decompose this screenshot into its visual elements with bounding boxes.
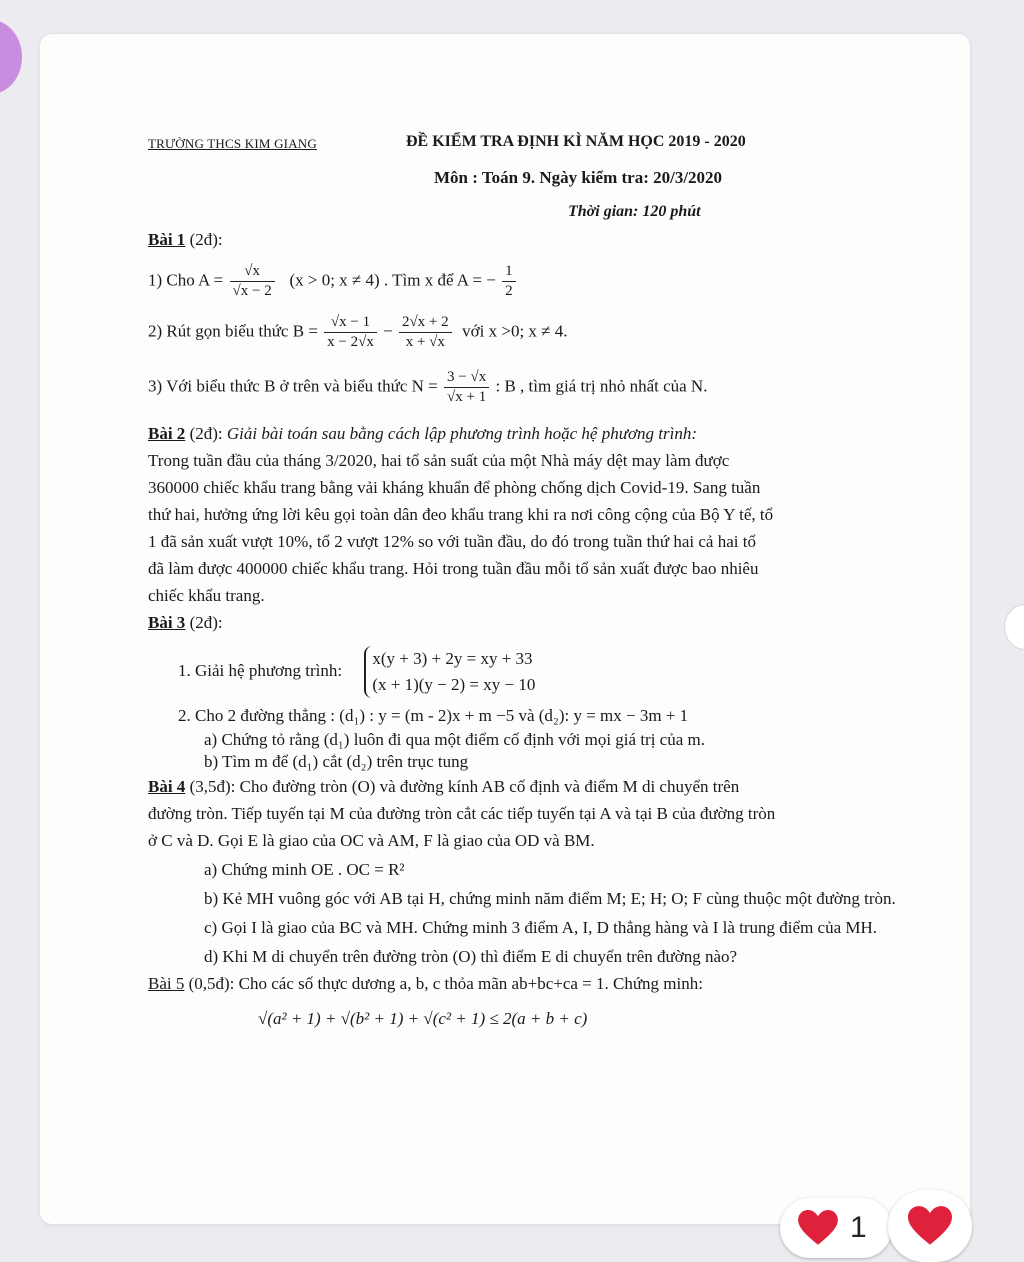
bai4-qa: a) Chứng minh OE . OC = R² — [204, 860, 405, 879]
bai1-q1 — [108, 263, 938, 300]
bai4-qc: c) Gọi I là giao của BC và MH. Chứng minh 3 điểm A, I, D thẳng hàng và I là trung điểm của MH. — [204, 918, 878, 937]
bai4-line-3: ở C và D. Gọi E là giao của OC và AM, F là giao của OD và BM. — [148, 831, 595, 850]
fraction-denominator: x − 2√x — [327, 334, 374, 350]
fraction-denominator: √x + 1 — [447, 389, 487, 405]
equation-1: x(y + 3) + 2y = xy + 33 — [372, 649, 533, 668]
like-button[interactable] — [888, 1190, 972, 1262]
bai5-label: Bài 5 — [148, 974, 185, 993]
bai3-q1 — [108, 646, 938, 698]
bai2-line-1: Trong tuần đầu của tháng 3/2020, hai tổ sản suất của một Nhà máy dệt may làm được — [148, 451, 730, 470]
fraction-denominator: x + √x — [405, 334, 445, 350]
equation-2: (x + 1)(y − 2) = xy − 10 — [372, 675, 536, 694]
bai3-qa: a) Chứng tỏ rằng (d₁) luôn đi qua một điểm cố định với mọi giá trị của m. — [204, 730, 705, 749]
bai1-points: (2đ): — [189, 230, 223, 249]
bai1-q3-prefix: 3) Với biểu thức B ở trên và biểu thức N = — [148, 376, 438, 396]
side-scroll-bubble[interactable] — [1004, 604, 1024, 650]
bai2-instruction: Giải bài toán sau bằng cách lập phương trình hoặc hệ phương trình: — [226, 424, 698, 443]
fraction-numerator: √x − 1 — [324, 314, 377, 333]
bai1-q1-half — [502, 263, 516, 300]
bai5-points: (0,5đ): — [188, 974, 235, 993]
bai3-points: (2đ): — [189, 613, 223, 632]
bai2-line-5: đã làm được 400000 chiếc khẩu trang. Hỏi trong tuần đầu mỗi tổ sản xuất được bao nhiêu — [148, 559, 759, 578]
bai1-q2-prefix: 2) Rút gọn biểu thức B = — [148, 321, 318, 341]
bai1-q3-fraction — [444, 369, 489, 406]
fraction-denominator: 2 — [505, 283, 513, 299]
bai2-label: Bài 2 — [148, 424, 186, 443]
bai2-line-4: 1 đã sản xuất vượt 10%, tổ 2 vượt 12% so với tuần đầu, do đó trong tuần thứ hai cả hai tổ — [148, 532, 756, 551]
bai4-points: (3,5đ): — [189, 777, 236, 796]
bai2-line-2: 360000 chiếc khẩu trang bằng vải kháng khuẩn để phòng chống dịch Covid-19. Sang tuần — [148, 478, 761, 497]
bai5-text: Cho các số thực dương a, b, c thỏa mãn ab+bc+ca = 1. Chứng minh: — [238, 974, 703, 993]
heart-icon — [908, 1206, 952, 1246]
bai1-label: Bài 1 — [148, 230, 186, 249]
time-line: Thời gian: 120 phút — [568, 203, 701, 220]
bai1-q2 — [108, 314, 938, 351]
exam-content — [108, 128, 938, 1032]
bai4-line-1: Cho đường tròn (O) và đường kính AB cố định và điểm M di chuyển trên — [239, 777, 740, 796]
bai3-qb: b) Tìm m để (d₁) cắt (d₂) trên trục tung — [204, 752, 469, 771]
bai1-q2-fraction-1 — [324, 314, 377, 351]
fraction-numerator: 1 — [502, 263, 516, 282]
bai4-line-2: đường tròn. Tiếp tuyến tại M của đường tròn cắt các tiếp tuyến tại A và tại B của đường tròn — [148, 804, 776, 823]
heart-icon — [798, 1210, 838, 1246]
fraction-numerator: 3 − √x — [444, 369, 489, 388]
bai1-q1-prefix: 1) Cho A = — [148, 270, 224, 290]
bai3-label: Bài 3 — [148, 613, 186, 632]
bai3-heading — [108, 609, 938, 636]
reaction-count-pill[interactable] — [780, 1198, 892, 1258]
bai1-heading — [108, 226, 938, 253]
bai5-formula: √(a² + 1) + √(b² + 1) + √(c² + 1) ≤ 2(a + b + c) — [258, 1009, 588, 1028]
bai1-q2-fraction-2 — [399, 314, 452, 351]
bai1-q2-condition: với x >0; x ≠ 4. — [462, 321, 568, 341]
bai4-label: Bài 4 — [148, 777, 186, 796]
bai2-points: (2đ): — [189, 424, 223, 443]
subject-line: Môn : Toán 9. Ngày kiểm tra: 20/3/2020 — [434, 168, 723, 187]
fraction-denominator: √x − 2 — [232, 283, 272, 299]
bai1-q3 — [108, 369, 938, 406]
bai1-q3-suffix: : B , tìm giá trị nhỏ nhất của N. — [495, 376, 708, 396]
bai1-q1-condition: (x > 0; x ≠ 4) . Tìm x để A = − — [289, 270, 496, 290]
equation-system — [364, 646, 535, 698]
minus-sign: − — [383, 321, 393, 341]
bai5-heading — [108, 970, 938, 997]
exam-title: ĐỀ KIỂM TRA ĐỊNH KÌ NĂM HỌC 2019 - 2020 — [406, 133, 746, 150]
exam-header — [108, 128, 938, 222]
bai4-qb: b) Kẻ MH vuông góc với AB tại H, chứng minh năm điểm M; E; H; O; F cùng thuộc một đường tròn. — [204, 889, 896, 908]
reaction-count: 1 — [850, 1211, 867, 1244]
bai1-q1-fraction — [230, 263, 275, 300]
bai2-line-3: thứ hai, hưởng ứng lời kêu gọi toàn dân đeo khẩu trang khi ra nơi công cộng của Bộ Y tế, tổ — [148, 505, 774, 524]
bai2-line-6: chiếc khẩu trang. — [148, 586, 265, 605]
purple-avatar-blob — [0, 20, 22, 94]
bai2-heading — [108, 420, 938, 447]
fraction-numerator: 2√x + 2 — [399, 314, 452, 333]
school-name: TRƯỜNG THCS KIM GIANG — [148, 136, 317, 151]
bai4-heading — [108, 773, 938, 800]
fraction-numerator: √x — [230, 263, 275, 282]
bai4-qd: d) Khi M di chuyển trên đường tròn (O) thì điểm E di chuyển trên đường nào? — [204, 947, 738, 966]
bai3-q1-text: 1. Giải hệ phương trình: — [178, 660, 343, 680]
bai3-q2: 2. Cho 2 đường thẳng : (d₁) : y = (m - 2)x + m −5 và (d₂): y = mx − 3m + 1 — [178, 706, 689, 725]
